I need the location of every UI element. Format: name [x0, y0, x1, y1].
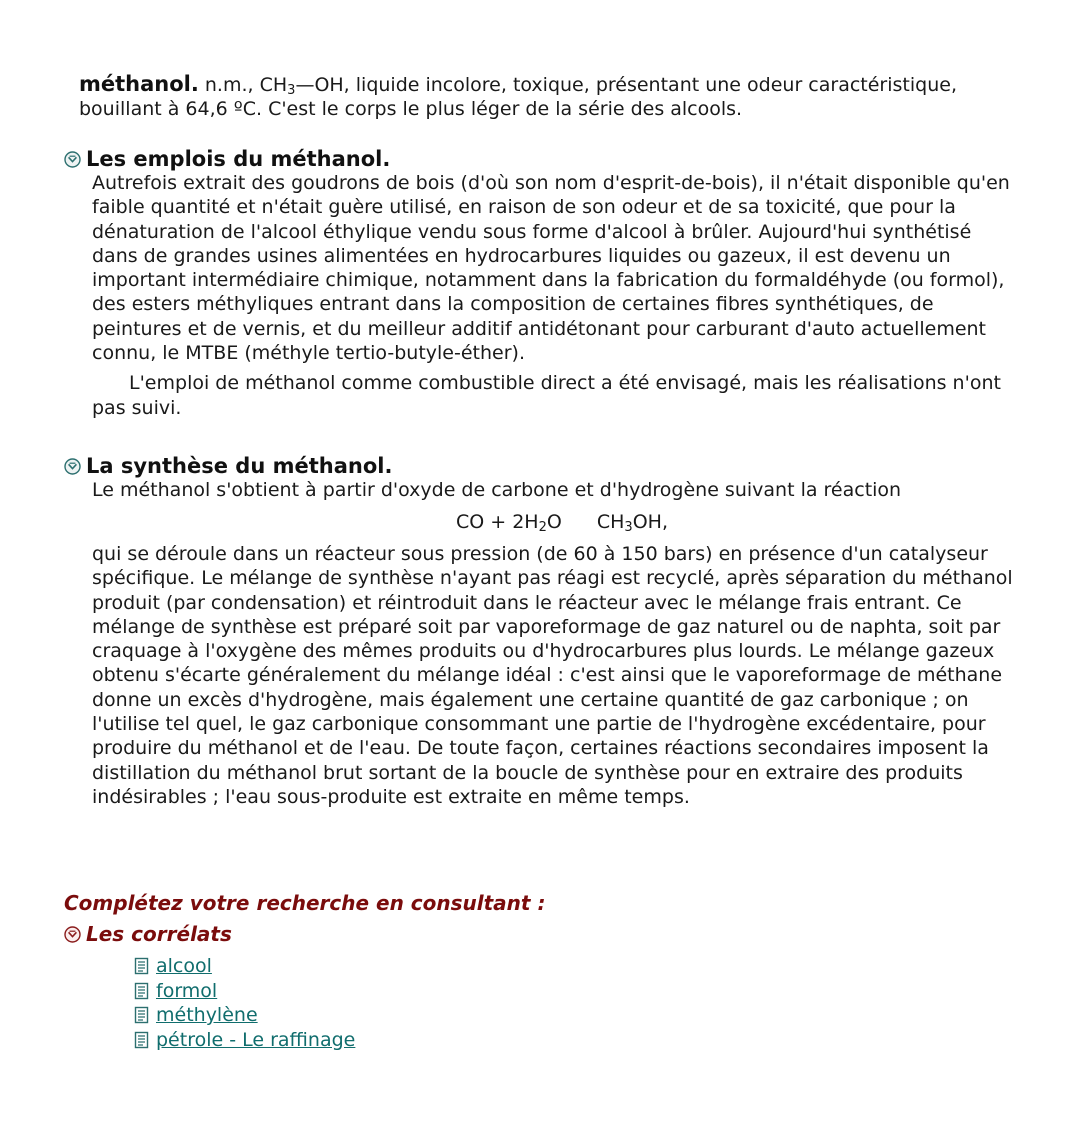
document-icon [133, 1031, 151, 1049]
paragraph: qui se déroule dans un réacteur sous pression (de 60 à 150 bars) en présence d'un catalyseur spécifique. Le mélange de synthèse n'ayant pas réagi est recyclé, après séparation du méthanol produit (par condensation) et réintroduit dans le réacteur avec le mélange frais entrant. Ce mélange de synthèse est préparé soit par vaporeformage de gaz naturel ou de naphta, soit par craquage à l'oxygène des mêmes produits ou d'hydrocarbures plus lourds. Le mélange gazeux obtenu s'écarte généralement du mélange idéal : c'est ainsi que le vaporeformage de méthane donne un excès d'hydrogène, mais également une certaine quantité de gaz carbonique ; on l'utilise tel quel, le gaz carbonique consommant une partie de l'hydrogène excédentaire, pour produire du méthanol et de l'eau. De toute façon, certaines réactions secondaires imposent la distillation du méthanol brut sortant de la boucle de synthèse pour en extraire des produits indésirables ; l'eau sous-produite est extraite en même temps. [92, 543, 1013, 808]
section-lead-synthese [92, 478, 1017, 502]
formula-text: CO + 2H [456, 511, 539, 533]
link-alcool[interactable]: alcool [156, 955, 212, 978]
list-item [133, 1028, 355, 1053]
link-formol[interactable]: formol [156, 979, 218, 1002]
paragraph: Autrefois extrait des goudrons de bois (d'où son nom d'esprit-de-bois), il n'était disponible qu'en faible quantité et n'était guère utilisé, en raison de son odeur et de sa toxicité, que pour la dénaturation de l'alcool éthylique vendu sous forme d'alcool à brûler. Aujourd'hui synthétisé dans de grandes usines alimentées en hydrocarbures liquides ou gazeux, il est devenu un important intermédiaire chimique, notamment dans la fabrication du formaldéhyde (ou formol), des esters méthyliques entrant dans la composition de certaines fibres synthétiques, de peintures et de vernis, et du meilleur additif antidétonant pour carburant d'auto actuellement connu, le MTBE (méthyle tertio-butyle-éther). [92, 172, 1010, 365]
document-icon [133, 982, 151, 1000]
subscript: 2 [538, 520, 547, 535]
research-prompt: Complétez votre recherche en consultant : [64, 891, 546, 915]
paragraph: Le méthanol s'obtient à partir d'oxyde de carbone et d'hydrogène suivant la réaction [92, 479, 902, 501]
formula-text: OH, [632, 511, 668, 533]
list-item [133, 954, 355, 979]
section-body-synthese [92, 542, 1017, 809]
section-heading-emplois [64, 147, 390, 171]
section-heading-synthese [64, 454, 392, 478]
subscript-3: 3 [287, 83, 296, 98]
paragraph: L'emploi de méthanol comme combustible direct a été envisagé, mais les réalisations n'ont pas suivi. [92, 372, 1001, 419]
section-title: La synthèse du méthanol. [86, 454, 393, 478]
list-item [133, 979, 355, 1004]
formula-text: CH [596, 511, 625, 533]
chevron-circle-icon [64, 926, 81, 943]
document-icon [133, 957, 151, 975]
chevron-circle-icon [64, 151, 81, 168]
list-item [133, 1003, 355, 1028]
term-heading: méthanol. [79, 72, 199, 96]
chevron-circle-icon [64, 458, 81, 475]
section-title: Les emplois du méthanol. [86, 147, 391, 171]
correlats-title: Les corrélats [86, 922, 232, 946]
document-icon [133, 1006, 151, 1024]
section-body-emplois [92, 171, 1017, 420]
correlats-heading [64, 922, 232, 946]
definition-paragraph [79, 72, 1039, 122]
subscript: 3 [624, 520, 633, 535]
link-methylene[interactable]: méthylène [156, 1004, 258, 1027]
definition-text-start: n.m., CH [198, 74, 288, 96]
correlats-list [133, 954, 355, 1052]
link-petrole-raffinage[interactable]: pétrole - Le raffinage [156, 1028, 356, 1051]
definition-text-end: —OH, liquide incolore, toxique, présentant une odeur caractéristique, bouillant à 64,6 ºC. C'est le corps le plus léger de la série des alcools. [79, 74, 957, 121]
reaction-equation [456, 510, 668, 534]
formula-text: O [546, 511, 562, 533]
